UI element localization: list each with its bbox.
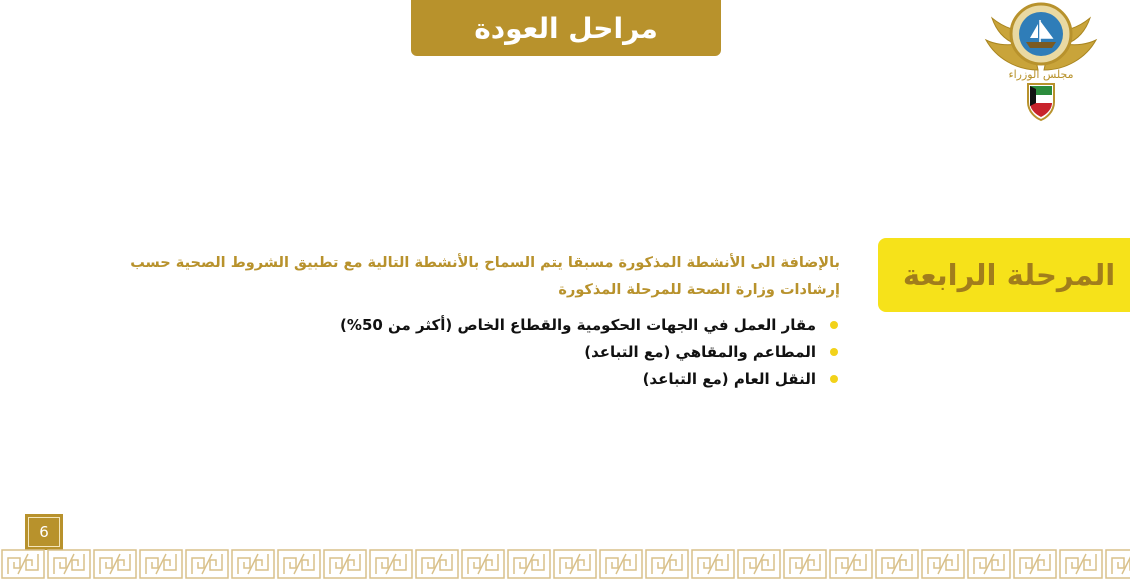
bullet-dot-icon xyxy=(830,348,838,356)
phase-label-box xyxy=(878,238,1130,312)
page-number-frame xyxy=(28,517,60,547)
kuwait-council-logo xyxy=(966,0,1116,122)
page-number: 6 xyxy=(39,523,49,541)
logo-caption: مجلس الوزراء xyxy=(1008,68,1074,81)
list-item-text: النقل العام (مع التباعد) xyxy=(642,369,816,388)
bullet-dot-icon xyxy=(830,375,838,383)
intro-paragraph xyxy=(108,250,840,304)
activities-list xyxy=(300,311,838,392)
intro-line-2: إرشادات وزارة الصحة للمرحلة المذكورة xyxy=(558,282,840,298)
phase-label: المرحلة الرابعة xyxy=(902,258,1116,292)
list-item xyxy=(300,365,838,392)
list-item xyxy=(300,311,838,338)
bullet-dot-icon xyxy=(830,321,838,329)
intro-line-1: بالإضافة الى الأنشطة المذكورة مسبقا يتم السماح بالأنشطة التالية مع تطبيق الشروط الصحية حسب xyxy=(130,255,840,271)
list-item xyxy=(300,338,838,365)
decorative-border xyxy=(0,548,1130,580)
list-item-text: مقار العمل في الجهات الحكومية والقطاع الخاص (أكثر من 50%) xyxy=(340,315,816,334)
page-title: مراحل العودة xyxy=(474,11,658,45)
page-number-badge xyxy=(25,514,63,550)
page-title-banner xyxy=(411,0,721,56)
list-item-text: المطاعم والمقاهي (مع التباعد) xyxy=(584,342,816,361)
